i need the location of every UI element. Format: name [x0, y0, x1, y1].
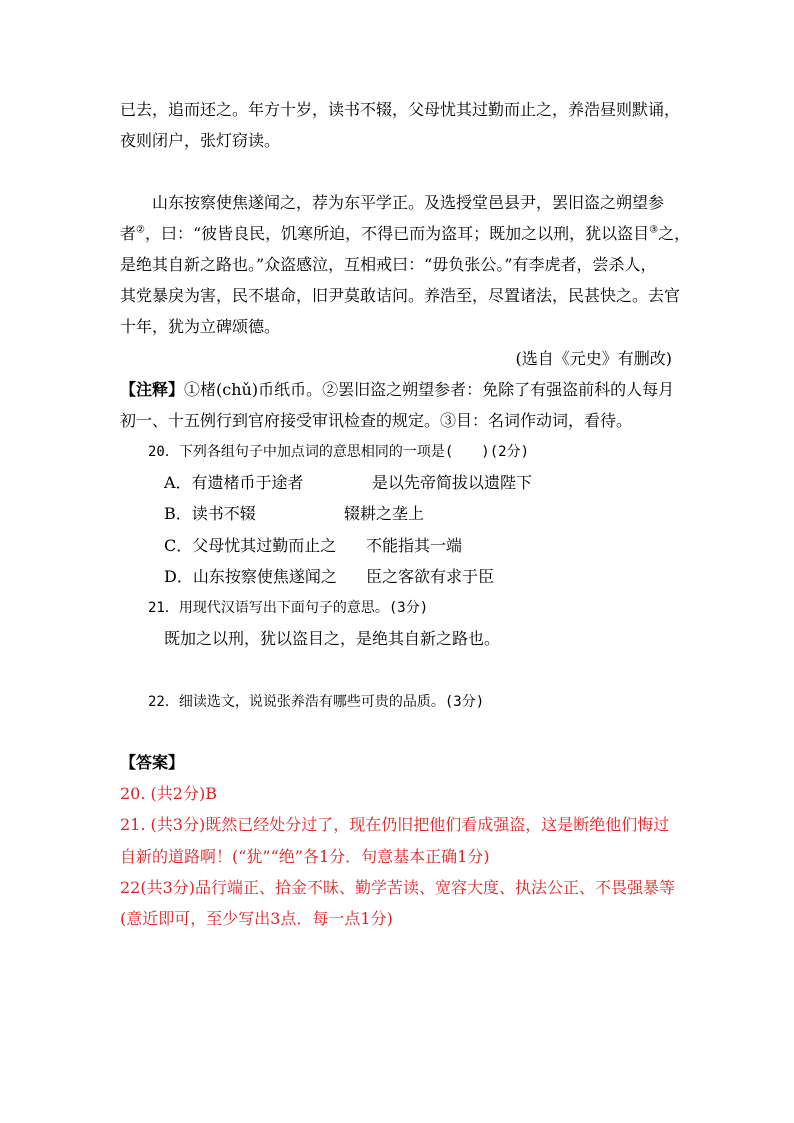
passage-line-3: 山东按察使焦遂闻之，荐为东平学正。及选授堂邑县尹，罢旧盗之朔望参 [152, 193, 665, 212]
passage-line-4-b: ，曰：“彼皆良民，饥寒所迫，不得已而为盗耳；既加之以刑，犹以盗目 [144, 224, 650, 243]
question-22: 22．细读选文，说说张养浩有哪些可贵的品质。(3分) [148, 694, 485, 710]
q20-option-c-left: C．父母忧其过勤而止之 [164, 536, 337, 555]
q20-option-b-left: B．读书不辍 [164, 504, 256, 523]
notes-text-1: ①楮(chǔ)币纸币。②罢旧盗之朔望参者：免除了有强盗前科的人每月 [184, 380, 675, 399]
passage-source: (选自《元史》有删改) [515, 349, 672, 368]
answer-22-line-1: 22(共3分)品行端正、拾金不昧、勤学苦读、宽容大度、执法公正、不畏强暴等 [120, 878, 676, 897]
q20-option-b-right: 辍耕之垄上 [344, 504, 425, 523]
footnote-marker-3: ③ [649, 224, 659, 236]
passage-line-4 [120, 224, 690, 244]
q20-option-c-right: 不能指其一端 [366, 536, 463, 555]
question-21-sentence: 既加之以刑，犹以盗目之，是绝其自新之路也。 [164, 629, 501, 648]
q20-option-a-left: A．有遗楮币于途者 [164, 473, 304, 492]
question-21: 21．用现代汉语写出下面句子的意思。(3分) [148, 600, 429, 616]
notes-label: 【注释】 [120, 380, 185, 399]
answer-20: 20. (共2分)B [120, 784, 217, 803]
notes-line-2: 初一、十五例行到官府接受审讯检查的规定。③目：名词作动词，看待。 [120, 411, 633, 430]
q20-option-a-right: 是以先帝简拔以遗陛下 [372, 473, 533, 492]
passage-line-4-c: 之， [658, 224, 691, 243]
footnote-marker-2: ② [136, 224, 145, 236]
notes-line-1 [120, 380, 674, 400]
passage-line-1: 已去，追而还之。年方十岁，读书不辍，父母忧其过勤而止之，养浩昼则默诵， [120, 100, 681, 119]
passage-line-2: 夜则闭户，张灯窃读。 [120, 131, 281, 150]
q20-option-d-left: D．山东按察使焦遂闻之 [164, 567, 337, 586]
passage-line-4-a: 者 [120, 224, 137, 243]
q20-option-d-right: 臣之客欲有求于臣 [366, 567, 495, 586]
passage-line-5: 是绝其自新之路也。”众盗感泣，互相戒曰：“毋负张公。”有李虎者，尝杀人， [120, 255, 657, 274]
answer-21-line-1: 21. (共3分)既然已经处分过了，现在仍旧把他们看成强盗，这是断绝他们悔过 [120, 815, 670, 834]
answer-22-line-2: (意近即可，至少写出3点．每一点1分) [120, 909, 393, 928]
passage-line-7: 十年，犹为立碑颂德。 [120, 317, 281, 336]
question-20: 20．下列各组句子中加点词的意思相同的一项是( )(2分) [148, 444, 529, 460]
answer-21-line-2: 自新的道路啊！(“犹”“绝”各1分．句意基本正确1分) [120, 847, 490, 866]
passage-line-6: 其党暴戾为害，民不堪命，旧尹莫敢诘问。养浩至，尽置诸法，民甚快之。去官 [120, 286, 681, 305]
answers-heading: 【答案】 [120, 753, 185, 772]
